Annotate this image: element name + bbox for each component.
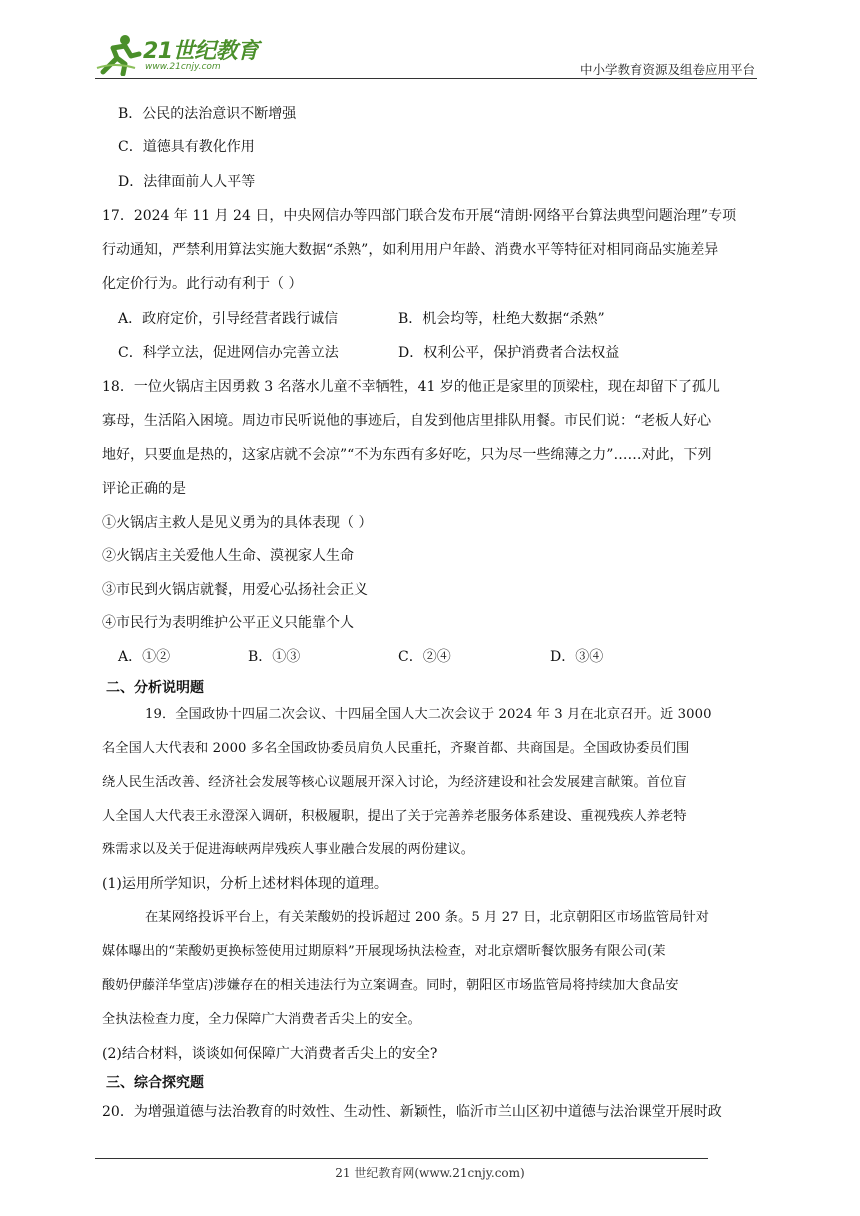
text-line: ②火锅店主关爱他人生命、漠视家人生命	[102, 548, 354, 564]
text-line: D．法律面前人人平等	[118, 174, 256, 190]
text-line: 化定价行为。此行动有利于（ ）	[102, 276, 303, 292]
text-line: 媒体曝出的“茉酸奶更换标签使用过期原料”开展现场执法检查，对北京熠昕餐饮服务有限公司(茉	[102, 944, 666, 959]
text-line: A．政府定价，引导经营者践行诚信	[118, 311, 339, 327]
platform-name: 中小学教育资源及组卷应用平台	[579, 62, 755, 77]
text-line: 寡母，生活陷入困境。周边市民听说他的事迹后，自发到他店里排队用餐。市民们说：“老板人好心	[102, 413, 712, 429]
text-line: (2)结合材料，谈谈如何保障广大消费者舌尖上的安全?	[102, 1046, 438, 1062]
footer-text: 21 世纪教育网(www.21cnjy.com)	[335, 1166, 525, 1180]
text-line: 18．一位火锅店主因勇救 3 名落水儿童不幸牺牲，41 岁的他正是家里的顶梁柱，现在却留下了孤儿	[102, 379, 720, 395]
text-line: 17．2024 年 11 月 24 日，中央网信办等四部门联合发布开展“清朗·网络平台算法典型问题治理”专项	[102, 208, 737, 224]
text-line: 酸奶伊藤洋华堂店)涉嫌存在的相关违法行为立案调查。同时，朝阳区市场监管局将持续加大食品安	[102, 978, 679, 993]
text-line: ④市民行为表明维护公平正义只能靠个人	[102, 615, 354, 631]
text-line: 评论正确的是	[102, 481, 186, 497]
logo-text: 21世纪教育	[143, 39, 259, 64]
text-line: 在某网络投诉平台上，有关茉酸奶的投诉超过 200 条。5 月 27 日，北京朝阳区市场监管局针对	[145, 910, 710, 925]
runner-logo-icon	[95, 32, 143, 76]
section-heading: 二、分析说明题	[106, 680, 204, 696]
text-line: A．①②	[118, 649, 171, 665]
text-line: C．道德具有教化作用	[118, 139, 255, 155]
text-line: B．①③	[248, 649, 301, 665]
text-line: ①火锅店主救人是见义勇为的具体表现（ ）	[102, 515, 373, 531]
text-line: 行动通知，严禁利用算法实施大数据“杀熟”，如利用用户年龄、消费水平等特征对相同商品实施差异	[102, 242, 719, 258]
text-line: D．权利公平，保护消费者合法权益	[398, 345, 620, 361]
page-header	[95, 30, 757, 79]
text-line: 绕人民生活改善、经济社会发展等核心议题展开深入讨论，为经济建设和社会发展建言献策。首位盲	[102, 775, 687, 790]
text-line: 人全国人大代表王永澄深入调研，积极履职，提出了关于完善养老服务体系建设、重视残疾人养老特	[102, 809, 687, 824]
text-line: 地好，只要血是热的，这家店就不会凉”“不为东西有多好吃，只为尽一些绵薄之力”……对此，下列	[102, 447, 712, 463]
section-heading: 三、综合探究题	[106, 1075, 204, 1091]
text-line: C．科学立法，促进网信办完善立法	[118, 345, 339, 361]
text-line: (1)运用所学知识，分析上述材料体现的道理。	[102, 876, 388, 892]
text-line: C．②④	[398, 649, 451, 665]
text-line: 名全国人大代表和 2000 多名全国政协委员肩负人民重托，齐聚首都、共商国是。全国政协委员们围	[102, 741, 690, 756]
text-line: 20．为增强道德与法治教育的时效性、生动性、新颖性，临沂市兰山区初中道德与法治课堂开展时政	[102, 1104, 722, 1120]
logo	[95, 32, 265, 76]
text-line: 殊需求以及关于促进海峡两岸残疾人事业融合发展的两份建议。	[102, 842, 475, 857]
text-line: 全执法检查力度，全力保障广大消费者舌尖上的安全。	[102, 1012, 421, 1027]
footer-divider	[95, 1158, 708, 1159]
logo-url: www.21cnjy.com	[145, 62, 221, 72]
text-line: ③市民到火锅店就餐，用爱心弘扬社会正义	[102, 582, 368, 598]
text-line: D．③④	[550, 649, 604, 665]
text-line: B．公民的法治意识不断增强	[118, 106, 297, 122]
text-line: B．机会均等，杜绝大数据“杀熟”	[398, 311, 605, 327]
text-line: 19．全国政协十四届二次会议、十四届全国人大二次会议于 2024 年 3 月在北京召开。近 3000	[145, 707, 712, 722]
